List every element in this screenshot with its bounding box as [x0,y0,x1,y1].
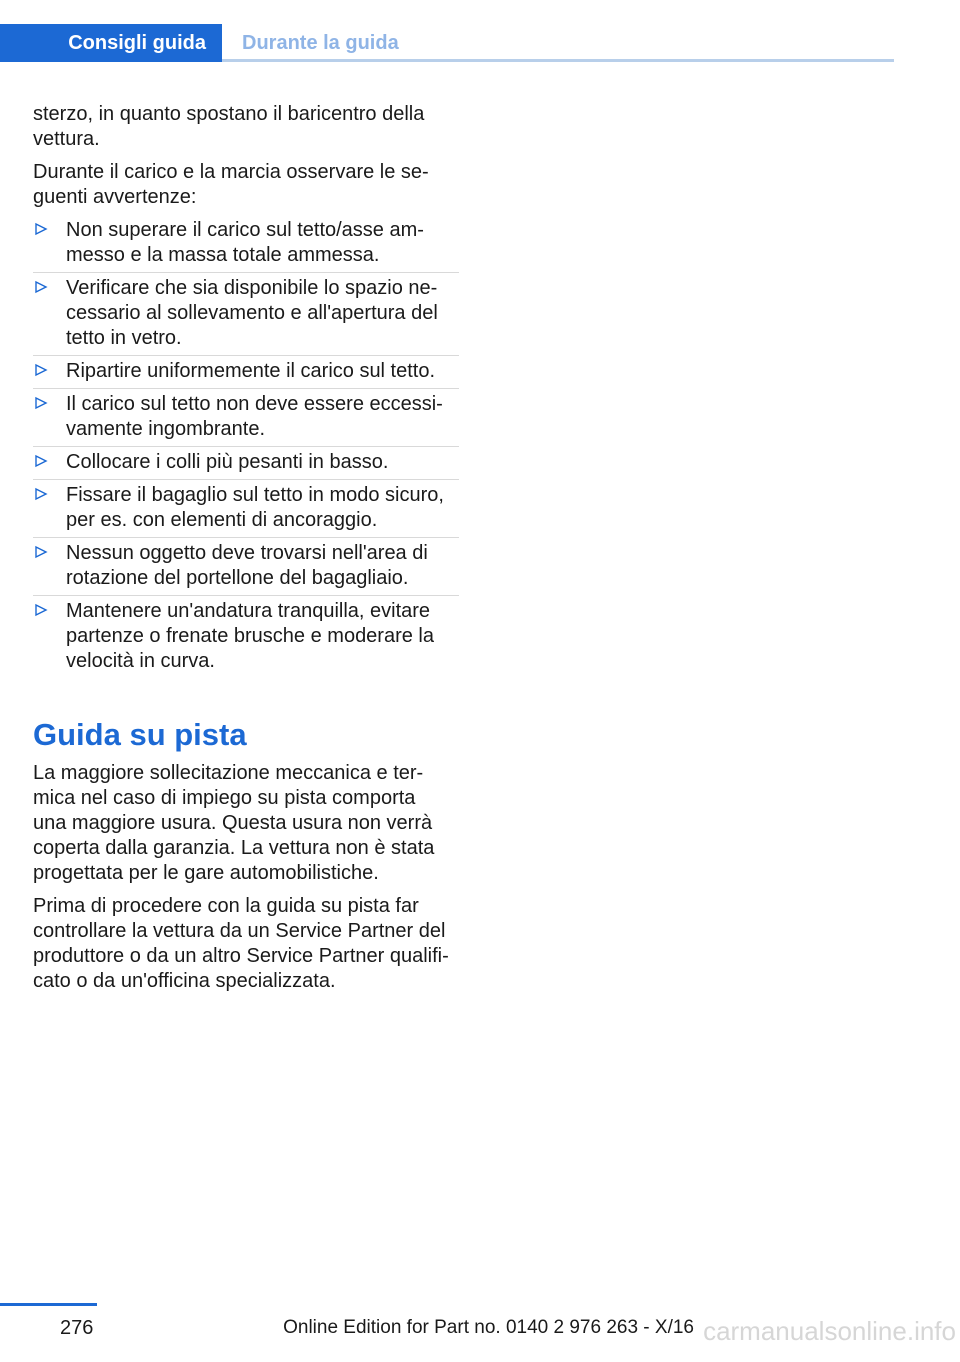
list-item-text: Fissare il bagaglio sul tetto in modo sicuro, per es. con elementi di ancoraggio. [66,484,444,531]
list-item [33,359,453,384]
triangle-right-outline-icon [34,219,48,239]
divider [33,446,459,447]
chapter-tab: Consigli guida [0,24,222,62]
site-watermark: carmanualsonline.info [703,1316,956,1346]
list-item [33,218,453,268]
list-item-text: Mantenere un'andatura tranquilla, evitare partenze o frenate brusche e moderare la velocità in curva. [66,600,434,672]
divider [33,355,459,356]
main-content [33,102,453,1002]
page-header [0,24,894,62]
intro-paragraph: Durante il carico e la marcia osservare le se-guenti avvertenze: [33,161,429,208]
triangle-right-outline-icon [34,484,48,504]
divider [33,479,459,480]
list-item-text: Il carico sul tetto non deve essere eccessi-vamente ingombrante. [66,393,443,440]
list-item [33,541,453,591]
section-paragraph: Prima di procedere con la guida su pista far controllare la vettura da un Service Partner del produttore o da un altro Service Partner qualifi-cato o da un'officina specializzata. [33,895,449,992]
list-item [33,392,453,442]
intro-paragraph: sterzo, in quanto spostano il baricentro della vettura. [33,103,425,150]
triangle-right-outline-icon [34,393,48,413]
section-heading: Guida su pista [33,717,247,752]
list-item-text: Verificare che sia disponibile lo spazio ne-cessario al sollevamento e all'apertura del tetto in vetro. [66,277,438,349]
divider [33,537,459,538]
triangle-right-outline-icon [34,542,48,562]
list-item-text: Non superare il carico sul tetto/asse am-messo e la massa totale ammessa. [66,219,424,266]
list-item [33,483,453,533]
triangle-right-outline-icon [34,451,48,471]
warnings-list [33,218,453,674]
list-item [33,276,453,351]
divider [33,272,459,273]
list-item-text: Ripartire uniformemente il carico sul tetto. [66,360,436,382]
divider [33,388,459,389]
list-item-text: Collocare i colli più pesanti in basso. [66,451,389,473]
divider [33,595,459,596]
triangle-right-outline-icon [34,360,48,380]
page-number: 276 [60,1317,94,1339]
list-item-text: Nessun oggetto deve trovarsi nell'area di rotazione del portellone del bagagliaio. [66,542,428,589]
section-tab: Durante la guida [242,32,399,54]
list-item [33,450,453,475]
edition-note: Online Edition for Part no. 0140 2 976 263 - X/16 [283,1317,694,1338]
triangle-right-outline-icon [34,600,48,620]
triangle-right-outline-icon [34,277,48,297]
footer-rule [0,1303,97,1306]
section-paragraph: La maggiore sollecitazione meccanica e ter-mica nel caso di impiego su pista comporta una maggiore usura. Questa usura non verrà coperta dalla garanzia. La vettura non è stata progettata per le gare automobilistiche. [33,762,435,884]
list-item [33,599,453,674]
